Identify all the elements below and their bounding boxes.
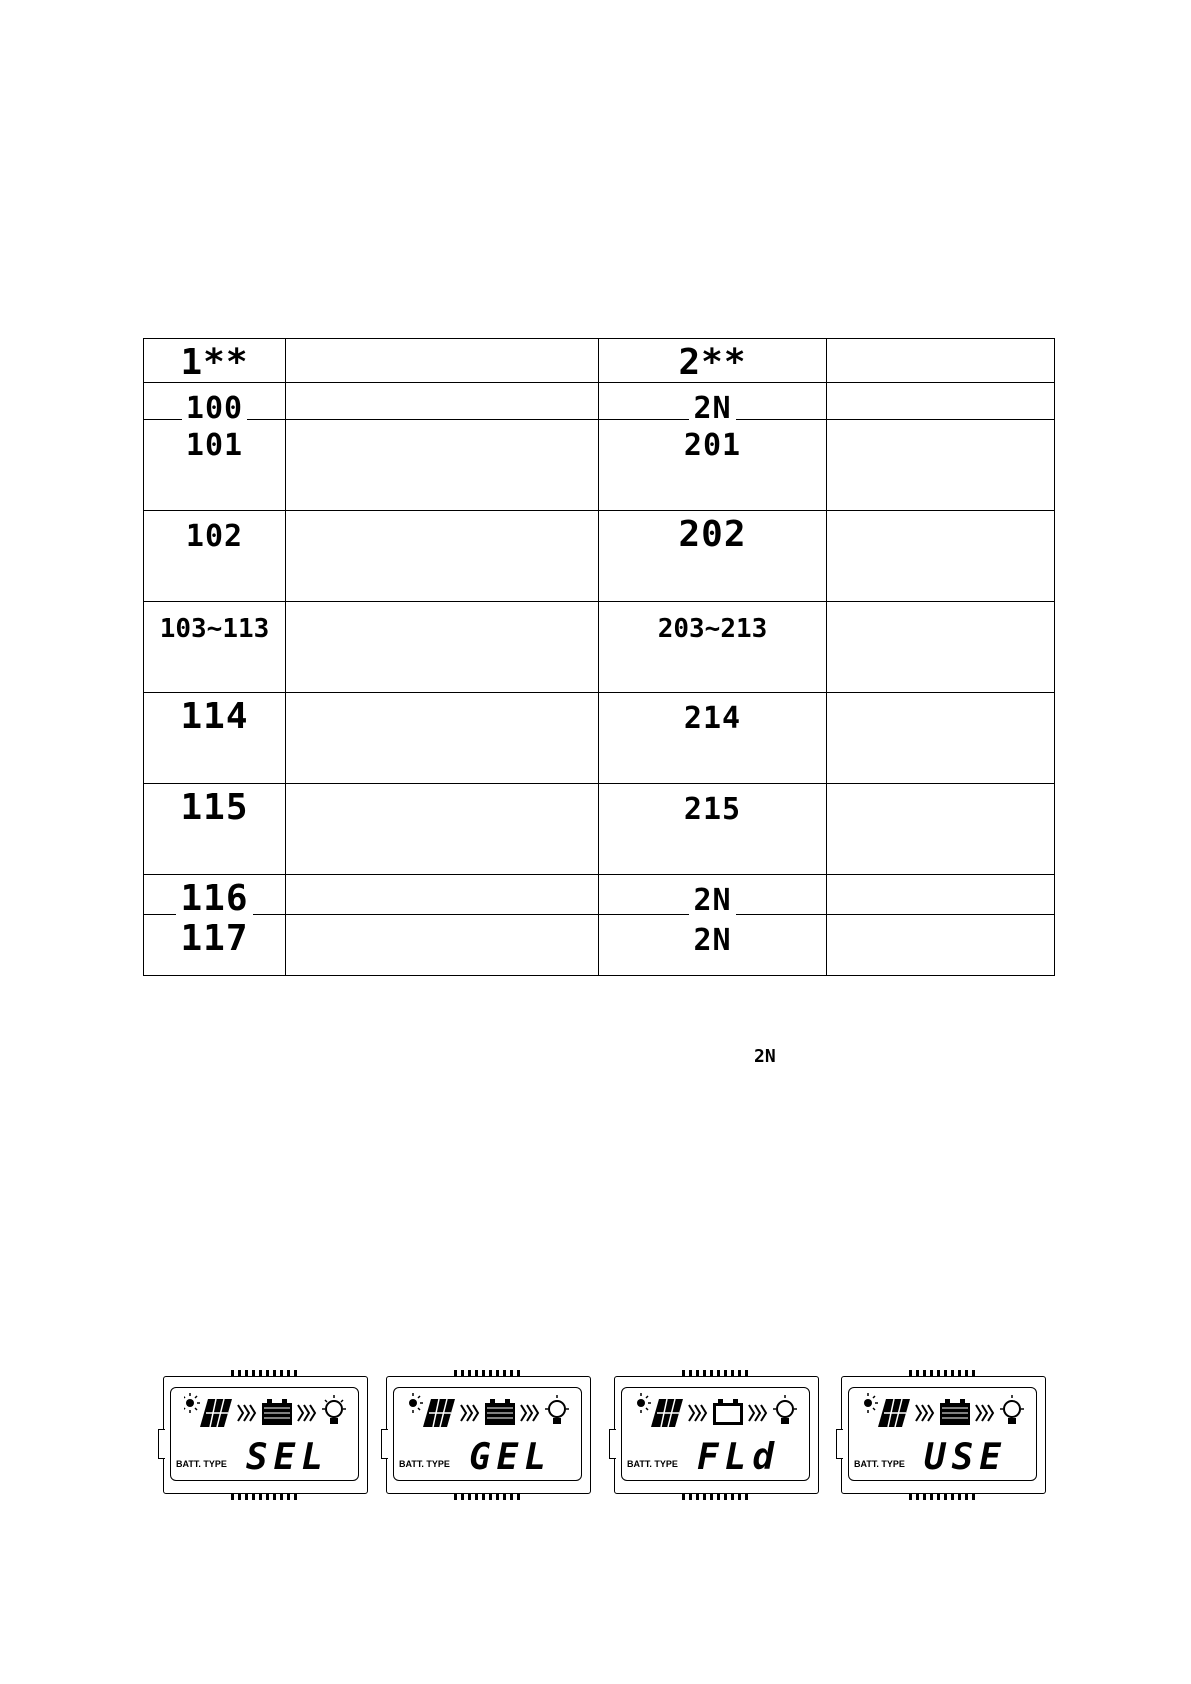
left-code: 101 [182,431,247,461]
lcd-pins-bottom [909,1494,979,1500]
lcd-panel-gel [386,1370,591,1500]
table-row [144,784,1055,875]
left-code: 100 [182,394,247,424]
right-code: 2** [674,345,750,381]
right-desc-cell [827,915,1055,976]
left-desc-cell [286,693,599,784]
lcd-icon-row [862,1393,1052,1433]
lightbulb-icon [322,1395,346,1424]
right-code: 214 [680,704,745,734]
battery-icon [940,1399,970,1425]
table-row [144,420,1055,511]
battery-icon [262,1399,292,1425]
lcd-pins-bottom [231,1494,301,1500]
right-code: 2N [689,394,735,424]
right-code: 2N [689,886,735,916]
left-code: 116 [176,881,252,917]
right-desc-cell [827,602,1055,693]
mode-code-table [143,338,1055,976]
left-code-cell [144,339,286,383]
table-row [144,383,1055,420]
right-code-cell [599,383,827,426]
left-code-cell [144,420,286,511]
right-code-cell [599,511,827,602]
solar-panel-icon [423,1399,455,1427]
left-code: 102 [182,522,247,552]
right-desc-cell [827,511,1055,602]
lcd-icon-row [184,1393,374,1433]
right-code-cell [599,602,827,693]
left-code-cell [144,915,286,976]
left-code-cell [144,693,286,784]
right-desc-cell [827,784,1055,875]
lcd-panel-use [841,1370,1046,1500]
right-code: 202 [674,517,750,553]
lcd-side-tab [381,1429,388,1459]
right-desc-cell [827,693,1055,784]
battery-icon [485,1399,515,1425]
lcd-icon-row [407,1393,597,1433]
sun-icon [184,1393,200,1413]
inline-lcd-code: 2N [754,1046,776,1067]
right-code: 201 [680,431,745,461]
left-desc-cell [286,602,599,693]
table-row [144,915,1055,976]
table-row [144,602,1055,693]
battery-icon [713,1399,743,1425]
right-code: 2N [689,926,735,956]
left-code: 1** [176,345,252,381]
left-desc-cell [286,875,599,915]
right-code-cell [599,339,827,383]
left-desc-cell [286,420,599,511]
table-row [144,875,1055,915]
right-desc-cell [827,875,1055,915]
right-code: 203~213 [654,616,772,642]
sun-icon [409,1393,423,1413]
arrows-icon [521,1405,538,1421]
batt-type-label: BATT. TYPE [627,1459,678,1469]
left-code-cell [144,875,286,919]
left-desc-cell [286,383,599,420]
lcd-frame [614,1376,819,1494]
lcd-side-tab [836,1429,843,1459]
lcd-panel-fld [614,1370,819,1500]
table-row [144,339,1055,383]
left-code-cell [144,511,286,602]
sun-icon [637,1393,651,1413]
lightbulb-icon [773,1395,797,1424]
lcd-side-tab [609,1429,616,1459]
lcd-frame [386,1376,591,1494]
right-code-cell [599,875,827,918]
arrows-icon [298,1405,315,1421]
right-code-cell [599,784,827,875]
solar-panel-icon [651,1399,683,1427]
lcd-frame [841,1376,1046,1494]
right-desc-cell [827,339,1055,383]
batt-type-label: BATT. TYPE [399,1459,450,1469]
left-code: 103~113 [156,616,274,642]
right-code: 215 [680,795,745,825]
right-desc-cell [827,420,1055,511]
right-code-cell [599,420,827,511]
table-row [144,693,1055,784]
solar-panel-icon [878,1399,910,1427]
batt-type-label: BATT. TYPE [854,1459,905,1469]
left-code-cell [144,602,286,693]
lightbulb-icon [1000,1395,1024,1424]
lcd-pins-bottom [682,1494,752,1500]
left-code-cell [144,784,286,875]
lcd-pins-bottom [454,1494,524,1500]
right-desc-cell [827,383,1055,420]
left-code-cell [144,383,286,426]
arrows-icon [916,1405,933,1421]
batt-type-value: USE [924,1437,1008,1478]
right-code-cell [599,915,827,976]
arrows-icon [238,1405,255,1421]
lcd-icon-row [635,1393,825,1433]
batt-type-label: BATT. TYPE [176,1459,227,1469]
arrows-icon [976,1405,993,1421]
solar-panel-icon [200,1399,232,1427]
right-code-cell [599,693,827,784]
left-desc-cell [286,339,599,383]
arrows-icon [689,1405,706,1421]
lcd-side-tab [158,1429,165,1459]
left-desc-cell [286,784,599,875]
left-code: 115 [176,790,252,826]
lightbulb-icon [545,1395,569,1424]
lcd-frame [163,1376,368,1494]
batt-type-value: GEL [469,1437,553,1478]
sun-icon [864,1393,878,1413]
lcd-panel-sel [163,1370,368,1500]
arrows-icon [749,1405,766,1421]
batt-type-value: SEL [246,1437,330,1478]
batt-type-value: FLd [697,1437,781,1478]
left-desc-cell [286,511,599,602]
left-code: 114 [176,699,252,735]
left-code: 117 [176,921,252,957]
left-desc-cell [286,915,599,976]
arrows-icon [461,1405,478,1421]
table-row [144,511,1055,602]
